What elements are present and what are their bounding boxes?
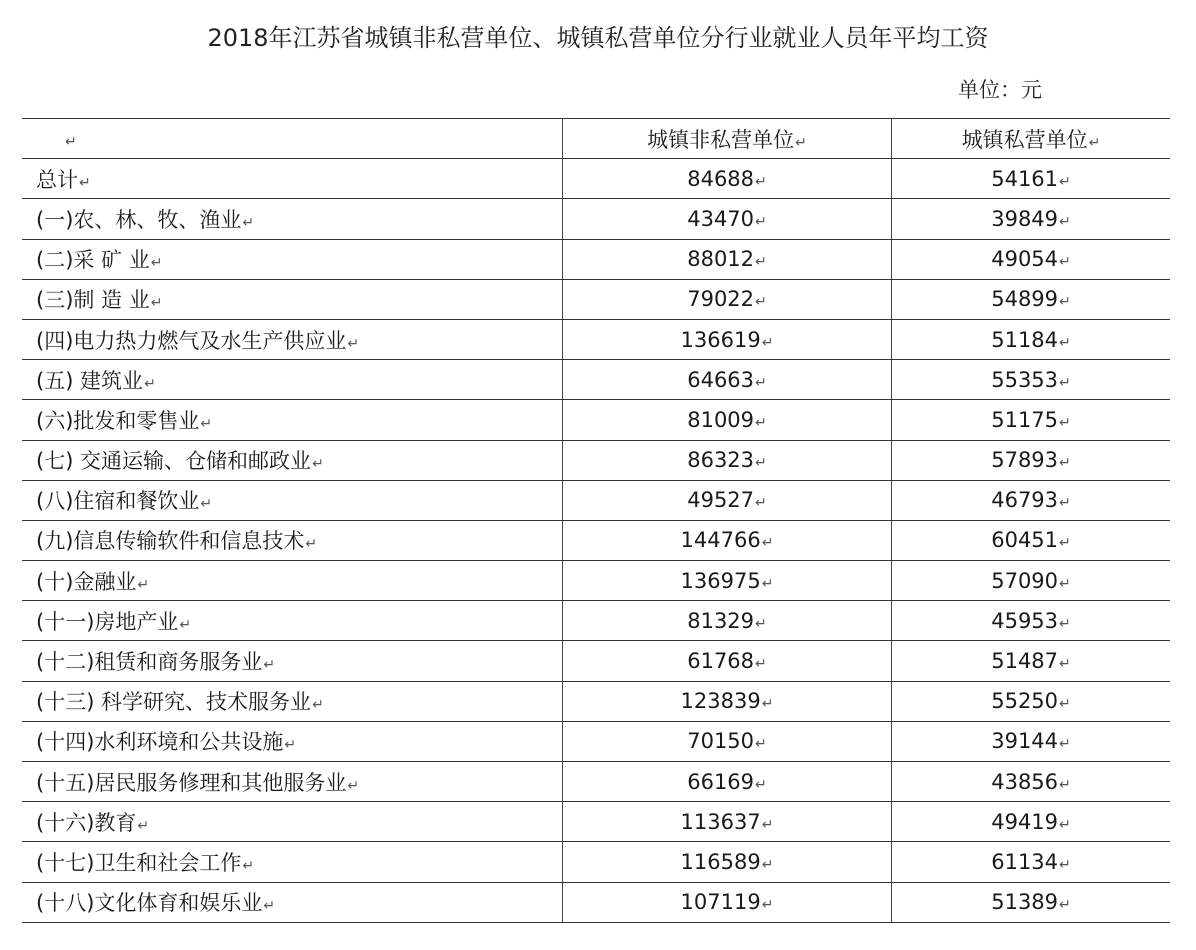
table-body [22,159,1170,923]
table-row [22,360,1170,400]
industry-name-text: (一)农、林、牧、渔业 [36,207,242,232]
table-row [22,440,1170,480]
non-private-wage-text: 81329 [687,608,755,633]
paragraph-mark: ↵ [1059,535,1071,552]
industry-name-cell [22,721,563,761]
paragraph-mark: ↵ [1059,656,1071,673]
table-row [22,520,1170,560]
table-row [22,239,1170,279]
table-row [22,842,1170,882]
industry-name-cell [22,681,563,721]
private-wage-cell [892,360,1171,400]
paragraph-mark: ↵ [263,898,276,915]
industry-name-cell [22,199,563,239]
non-private-wage-text: 144766 [680,528,761,553]
table-row [22,882,1170,922]
non-private-wage-cell [563,520,892,560]
private-wage-text: 43856 [991,769,1059,794]
private-wage-text: 46793 [991,488,1059,513]
private-wage-cell [892,400,1171,440]
private-wage-text: 51389 [991,890,1059,915]
paragraph-mark: ↵ [755,736,767,753]
non-private-wage-text: 81009 [687,407,755,432]
industry-name-text: (二)采 矿 业 [36,248,150,273]
private-wage-cell [892,239,1171,279]
paragraph-mark: ↵ [150,295,163,312]
paragraph-mark: ↵ [761,334,774,351]
private-wage-text: 55250 [991,689,1059,714]
table-row [22,480,1170,520]
paragraph-mark: ↵ [1059,615,1071,632]
private-wage-cell [892,842,1171,882]
paragraph-mark: ↵ [1059,254,1071,271]
non-private-wage-cell [563,199,892,239]
private-wage-text: 49419 [991,809,1059,834]
non-private-wage-cell [563,360,892,400]
non-private-wage-cell [563,480,892,520]
private-wage-cell [892,721,1171,761]
paragraph-mark: ↵ [179,616,192,633]
table-row [22,721,1170,761]
paragraph-mark: ↵ [755,414,767,431]
paragraph-mark: ↵ [79,174,91,191]
non-private-wage-cell [563,681,892,721]
paragraph-mark: ↵ [755,254,767,271]
non-private-wage-text: 136975 [680,568,761,593]
non-private-wage-cell [563,440,892,480]
paragraph-mark: ↵ [1059,495,1071,512]
industry-name-cell [22,520,563,560]
paragraph-mark: ↵ [1059,213,1071,230]
paragraph-mark: ↵ [1059,897,1071,914]
non-private-wage-text: 49527 [687,488,755,513]
private-wage-cell [892,440,1171,480]
industry-name-text: (十一)房地产业 [36,609,179,634]
industry-name-text: 总计 [36,167,78,192]
non-private-wage-cell [563,802,892,842]
paragraph-mark: ↵ [761,816,774,833]
paragraph-mark: ↵ [284,737,297,754]
paragraph-mark: ↵ [1059,334,1071,351]
paragraph-mark: ↵ [137,817,150,834]
paragraph-mark: ↵ [761,535,774,552]
industry-name-cell [22,440,563,480]
private-wage-text: 39849 [991,206,1059,231]
paragraph-mark: ↵ [1059,776,1071,793]
industry-name-cell [22,319,563,359]
header-private-label: 城镇私营单位 [961,127,1088,152]
industry-name-text: (四)电力热力燃气及水生产供应业 [36,328,347,353]
paragraph-mark: ↵ [312,456,324,473]
industry-name-text: (七) 交通运输、仓储和邮政业 [36,449,312,474]
industry-name-cell [22,882,563,922]
paragraph-mark: ↵ [755,294,767,311]
non-private-wage-cell [563,159,892,199]
industry-name-text: (十五)居民服务修理和其他服务业 [36,770,347,795]
private-wage-text: 55353 [991,367,1059,392]
table-row [22,681,1170,721]
non-private-wage-cell [563,279,892,319]
industry-name-text: (十八)文化体育和娱乐业 [36,891,263,916]
paragraph-mark: ↵ [761,696,774,713]
table-row [22,319,1170,359]
private-wage-text: 51487 [991,649,1059,674]
paragraph-mark: ↵ [1059,294,1071,311]
private-wage-cell [892,199,1171,239]
table-row [22,561,1170,601]
industry-name-cell [22,480,563,520]
industry-name-text: (十)金融业 [36,569,137,594]
private-wage-text: 39144 [991,729,1059,754]
paragraph-mark: ↵ [312,697,324,714]
paragraph-mark: ↵ [1059,856,1071,873]
industry-name-text: (三)制 造 业 [36,288,150,313]
paragraph-mark: ↵ [761,856,774,873]
paragraph-mark: ↵ [1059,374,1071,391]
header-private [892,119,1171,159]
industry-name-cell [22,762,563,802]
header-industry-cell [22,119,563,159]
non-private-wage-text: 123839 [680,689,761,714]
table-row [22,199,1170,239]
paragraph-mark: ↵ [347,335,360,352]
non-private-wage-text: 64663 [687,367,755,392]
industry-name-cell [22,279,563,319]
private-wage-cell [892,279,1171,319]
paragraph-mark: ↵ [242,857,255,874]
unit-label: 单位：元 [958,78,1042,102]
paragraph-mark: ↵ [795,134,807,151]
paragraph-mark: ↵ [1059,816,1071,833]
private-wage-text: 51175 [991,407,1059,432]
private-wage-text: 45953 [991,608,1059,633]
paragraph-mark: ↵ [263,657,276,674]
non-private-wage-cell [563,239,892,279]
non-private-wage-cell [563,721,892,761]
non-private-wage-text: 79022 [687,287,755,312]
non-private-wage-text: 43470 [687,206,755,231]
paragraph-mark: ↵ [305,536,318,553]
paragraph-mark: ↵ [1059,173,1071,190]
non-private-wage-text: 88012 [687,247,755,272]
paragraph-mark: ↵ [755,776,767,793]
paragraph-mark: ↵ [755,495,767,512]
non-private-wage-text: 84688 [687,166,755,191]
paragraph-mark: ↵ [1088,134,1101,151]
industry-name-text: (五) 建筑业 [36,368,144,393]
table-row [22,641,1170,681]
non-private-wage-cell [563,601,892,641]
private-wage-cell [892,601,1171,641]
private-wage-cell [892,480,1171,520]
non-private-wage-cell [563,762,892,802]
industry-name-cell [22,641,563,681]
private-wage-cell [892,762,1171,802]
page-title: 2018年江苏省城镇非私营单位、城镇私营单位分行业就业人员年平均工资 [207,24,989,52]
table-row [22,400,1170,440]
private-wage-cell [892,802,1171,842]
non-private-wage-text: 70150 [687,729,755,754]
table-row [22,159,1170,199]
industry-name-text: (十二)租赁和商务服务业 [36,650,263,675]
industry-name-cell [22,601,563,641]
paragraph-mark: ↵ [755,173,767,190]
paragraph-mark: ↵ [200,496,213,513]
industry-name-cell [22,400,563,440]
table-row [22,802,1170,842]
paragraph-mark: ↵ [1059,455,1071,472]
paragraph-mark: ↵ [761,575,774,592]
paragraph-mark: ↵ [1059,575,1071,592]
private-wage-cell [892,159,1171,199]
non-private-wage-text: 113637 [680,809,761,834]
private-wage-text: 49054 [991,247,1059,272]
private-wage-text: 57893 [991,448,1059,473]
private-wage-cell [892,882,1171,922]
private-wage-cell [892,319,1171,359]
non-private-wage-cell [563,319,892,359]
paragraph-mark: ↵ [1059,696,1071,713]
paragraph-mark: ↵ [200,415,213,432]
non-private-wage-cell [563,561,892,601]
non-private-wage-cell [563,641,892,681]
table-header-row [22,119,1170,159]
header-non-private-label: 城镇非私营单位 [647,127,795,152]
industry-name-text: (十三) 科学研究、技术服务业 [36,690,312,715]
paragraph-mark: ↵ [137,576,150,593]
industry-name-text: (九)信息传输软件和信息技术 [36,529,305,554]
header-non-private [563,119,892,159]
private-wage-cell [892,641,1171,681]
private-wage-cell [892,520,1171,560]
non-private-wage-cell [563,842,892,882]
non-private-wage-cell [563,400,892,440]
industry-name-text: (十六)教育 [36,810,137,835]
paragraph-mark: ↵ [1059,736,1071,753]
industry-name-cell [22,239,563,279]
non-private-wage-text: 61768 [687,649,755,674]
industry-name-cell [22,802,563,842]
paragraph-mark: ↵ [347,777,360,794]
paragraph-mark: ↵ [755,455,767,472]
non-private-wage-text: 116589 [680,849,761,874]
paragraph-mark: ↵ [65,133,77,150]
private-wage-text: 60451 [991,528,1059,553]
non-private-wage-text: 86323 [687,448,755,473]
industry-name-text: (六)批发和零售业 [36,408,200,433]
industry-name-text: (八)住宿和餐饮业 [36,489,200,514]
paragraph-mark: ↵ [755,615,767,632]
industry-name-text: (十四)水利环境和公共设施 [36,730,284,755]
private-wage-text: 51184 [991,327,1059,352]
paragraph-mark: ↵ [144,375,156,392]
private-wage-cell [892,681,1171,721]
non-private-wage-cell [563,882,892,922]
table-row [22,279,1170,319]
industry-name-cell [22,561,563,601]
wage-table [22,118,1170,923]
table-row [22,601,1170,641]
private-wage-text: 57090 [991,568,1059,593]
industry-name-cell [22,159,563,199]
table-row [22,762,1170,802]
non-private-wage-text: 107119 [680,890,761,915]
industry-name-cell [22,360,563,400]
non-private-wage-text: 66169 [687,769,755,794]
private-wage-text: 61134 [991,849,1059,874]
industry-name-cell [22,842,563,882]
paragraph-mark: ↵ [242,214,255,231]
paragraph-mark: ↵ [761,897,774,914]
paragraph-mark: ↵ [150,255,163,272]
non-private-wage-text: 136619 [680,327,761,352]
private-wage-cell [892,561,1171,601]
paragraph-mark: ↵ [755,213,767,230]
paragraph-mark: ↵ [755,656,767,673]
private-wage-text: 54899 [991,287,1059,312]
paragraph-mark: ↵ [1059,414,1071,431]
private-wage-text: 54161 [991,166,1059,191]
industry-name-text: (十七)卫生和社会工作 [36,850,242,875]
paragraph-mark: ↵ [755,374,767,391]
